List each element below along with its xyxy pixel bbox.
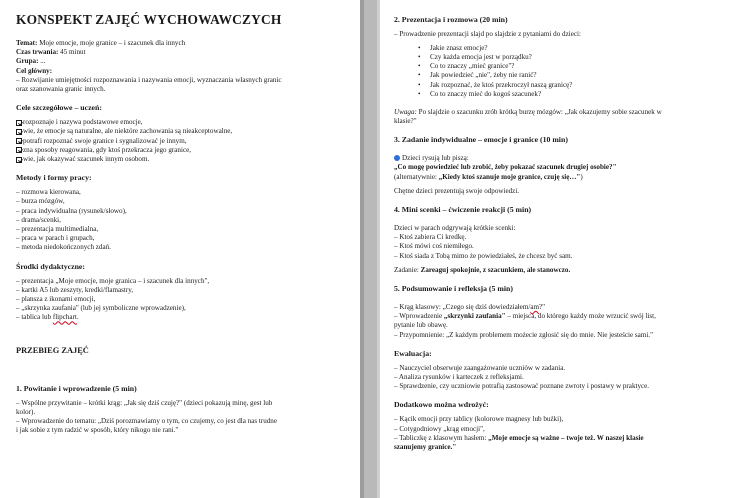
step2-bullet: • Jakie znasz emocje? xyxy=(418,44,488,53)
checkbox-icon xyxy=(16,157,22,163)
step3-heading: 3. Zadanie indywidualne – emocje i granice (10 min) xyxy=(394,135,568,145)
page-right xyxy=(380,0,750,498)
course-heading: PRZEBIEG ZAJĘĆ xyxy=(16,345,89,355)
method-item: – drama/scenki, xyxy=(16,215,61,224)
note-line-1: Uwaga: Po slajdzie o szacunku zrób krótką burzę mózgów: „Jak okazujemy sobie szacunek w xyxy=(394,107,662,116)
main-goal-line-2: oraz szanowania granic innych. xyxy=(16,85,106,94)
step5-line-3: pytanie lub obawę. xyxy=(394,321,448,330)
aid-item: – „skrzynka zaufania" (lub jej symboliczne wprowadzenie), xyxy=(16,304,186,313)
extra-line: – Kącik emocji przy tablicy (kolorowe magnesy lub buźki), xyxy=(394,415,564,424)
extra-line: – Cotygodniowy „krąg emocji", xyxy=(394,424,485,433)
spellcheck-flipchart: flipchart xyxy=(52,313,77,322)
method-item: – praca w parach i grupach, xyxy=(16,234,95,243)
step2-bullet: • Co to znaczy mieć do kogoś szacunek? xyxy=(418,89,542,98)
main-goal-line-1: – Rozwijanie umiejętności rozpoznawania i nazywania emocji, wyznaczania własnych granic xyxy=(16,75,282,84)
step3-line-3: (alternatywnie: „Kiedy ktoś szanuje moje granice, czuję się…") xyxy=(394,172,583,181)
step1-line: i jak sobie z tym radzić w sposób, który nikogo nie rani." xyxy=(16,426,179,435)
step2-bullet: • Czy każda emocja jest w porządku? xyxy=(418,53,532,62)
step2-bullet: • Co to znaczy „mieć granice"? xyxy=(418,62,515,71)
document-title: KONSPEKT ZAJĘĆ WYCHOWAWCZYCH xyxy=(16,12,282,27)
goal-item: potrafi rozpoznać swoje granice i sygnalizować je innym, xyxy=(16,137,350,146)
goal-item: zna sposoby reagowania, gdy ktoś przekracza jego granice, xyxy=(16,146,350,155)
meta-duration: Czas trwania: 45 minut xyxy=(16,48,86,57)
step3-line-1: Dzieci rysują lub piszą: xyxy=(394,154,742,163)
step4-heading: 4. Mini scenki – ćwiczenie reakcji (5 min) xyxy=(394,204,532,214)
step3-line-2: „Co mogę powiedzieć lub zrobić, żeby pokazać szacunek drugiej osobie?" xyxy=(394,163,617,172)
pencil-icon xyxy=(394,155,400,161)
step1-line: kolor). xyxy=(16,407,36,416)
meta-topic: Temat: Moje emocje, moje granice – i szacunek dla innych xyxy=(16,39,186,47)
aid-item: – plansza z ikonami emocji, xyxy=(16,295,96,304)
evaluation-line: – Sprawdzenie, czy uczniowie potrafią zastosować poznane zwroty i postawy w praktyce. xyxy=(394,382,650,391)
step3-line-4: Chętne dzieci prezentują swoje odpowiedzi. xyxy=(394,186,520,195)
page-left xyxy=(0,0,360,498)
methods-heading: Metody i formy pracy: xyxy=(16,173,92,183)
aids-heading: Środki dydaktyczne: xyxy=(16,261,85,271)
method-item: – metoda niedokończonych zdań. xyxy=(16,243,111,252)
goal-item: wie, że emocje są naturalne, ale niektóre zachowania są nieakceptowalne, xyxy=(16,127,350,136)
goal-item: wie, jak okazywać szacunek innym osobom. xyxy=(16,155,350,164)
step4-line: – Ktoś zabiera Ci kredkę. xyxy=(394,233,467,242)
evaluation-heading: Ewaluacja: xyxy=(394,348,432,358)
method-item: – burza mózgów, xyxy=(16,197,65,206)
step1-heading: 1. Powitanie i wprowadzenie (5 min) xyxy=(16,383,137,393)
extra-line-last: – Tabliczkę z klasowym hasłem: „Moje emocje są ważne – twoje też. W naszej klasie xyxy=(394,433,644,442)
step5-line-2: – Wprowadzenie „skrzynki zaufania" – miejsca, do którego każdy może wrzucić swój list, xyxy=(394,312,656,321)
spellcheck-am: am xyxy=(530,303,539,311)
step5-line-4: – Przypomnienie: „Z każdym problemem możecie zgłosić się do mnie. Nie jesteście sami." xyxy=(394,330,653,339)
step2-bullet: • Jak rozpoznać, że ktoś przekroczył naszą granicę? xyxy=(418,80,573,89)
checkbox-icon xyxy=(16,138,22,144)
step1-line: – Wspólne przywitanie – krótki krąg: „Jak się dziś czuję?" (dzieci pokazują minę, gest lub xyxy=(16,398,273,407)
aid-item: – kartki A5 lub zeszyty, kredki/flamastry, xyxy=(16,285,134,294)
evaluation-line: – Nauczyciel obserwuje zaangażowanie uczniów w zadania. xyxy=(394,363,566,372)
checkbox-icon xyxy=(16,129,22,135)
step5-line-1: – Krąg klasowy: „Czego się dziś dowiedziałem/am?" xyxy=(394,303,546,311)
checkbox-icon xyxy=(16,147,22,153)
step2-heading: 2. Prezentacja i rozmowa (20 min) xyxy=(394,15,508,24)
aid-item: – prezentacja „Moje emocje, moje granica – i szacunek dla innych", xyxy=(16,276,210,285)
extra-heading: Dodatkowo można wdrożyć: xyxy=(394,400,489,410)
step1-line: – Wprowadzenie do tematu: „Dziś porozmawiamy o tym, co czujemy, co jest dla nas trudne xyxy=(16,417,278,426)
aid-item-flipchart: – tablica lub flipchart. xyxy=(16,313,79,322)
step2-intro: – Prowadzenie prezentacji slajd po slajdzie z pytaniami do dzieci: xyxy=(394,30,581,38)
step4-line: – Ktoś mówi coś niemiłego. xyxy=(394,242,474,251)
method-item: – praca indywidualna (rysunek/słowo), xyxy=(16,206,127,215)
method-item: – prezentacja multimedialna, xyxy=(16,225,99,234)
step4-line: Dzieci w parach odgrywają krótkie scenki: xyxy=(394,223,516,232)
page-gutter xyxy=(360,0,380,498)
meta-group: Grupa: ... xyxy=(16,57,46,66)
evaluation-line: – Analiza rysunków i karteczek z refleksjami. xyxy=(394,373,524,382)
specific-goals-heading: Cele szczegółowe – uczeń: xyxy=(16,103,102,113)
step4-line: – Ktoś siada z Tobą mimo że powiedziałeś, że chcesz być sam. xyxy=(394,251,573,260)
note-line-2: klasie?" xyxy=(394,116,417,125)
step2-bullet: • Jak powiedzieć „nie", żeby nie ranić? xyxy=(418,71,537,80)
checkbox-icon xyxy=(16,120,22,126)
method-item: – rozmowa kierowana, xyxy=(16,188,81,197)
step4-task: Zadanie: Zareaguj spokojnie, z szacunkiem, ale stanowczo. xyxy=(394,265,571,274)
extra-line-last-2: szanujemy granice." xyxy=(394,443,457,452)
goal-item: rozpoznaje i nazywa podstawowe emocje, xyxy=(16,118,350,127)
meta-main-goal: Cel główny: xyxy=(16,66,53,75)
step5-heading: 5. Podsumowanie i refleksja (5 min) xyxy=(394,284,513,293)
